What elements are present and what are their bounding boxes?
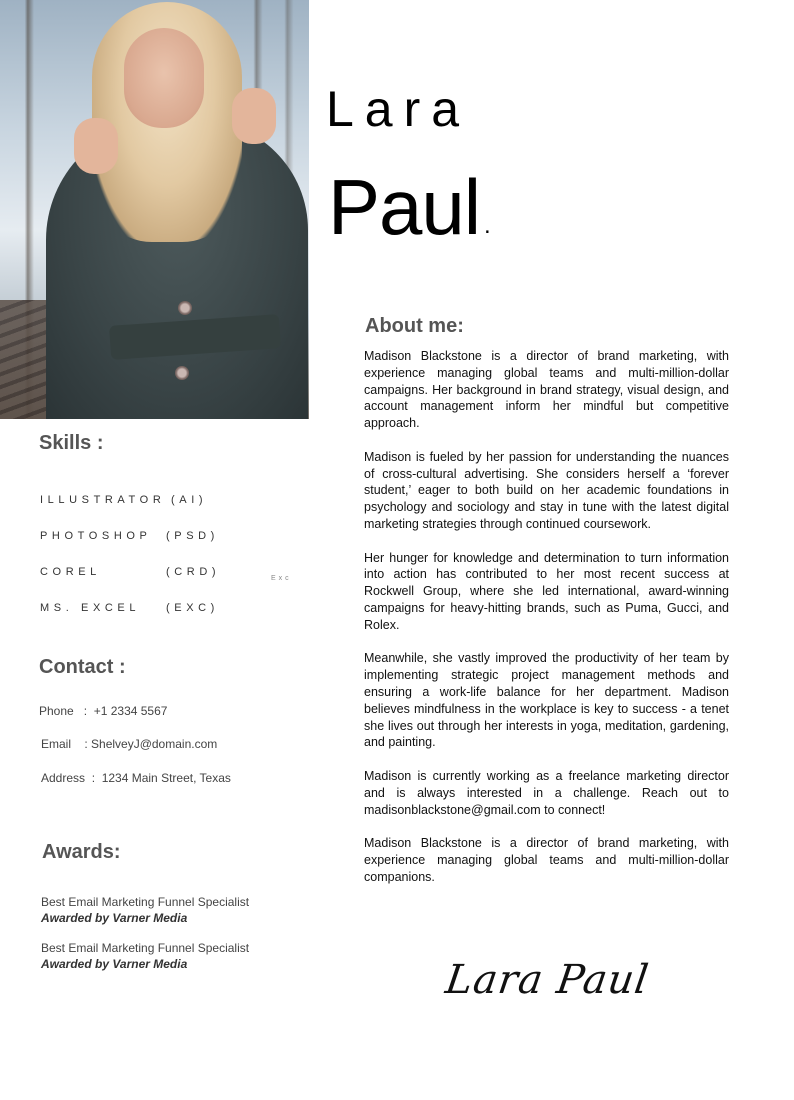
about-paragraph: Meanwhile, she vastly improved the productivity of her team by implementing strategic project management methods and ensuring a work-life balance for her department. Madison believes mindfulness in the workplace is key to success - a tenet she lives out through her interests in yoga, meditation, gardening, and painting.	[364, 651, 729, 750]
about-paragraph: Her hunger for knowledge and determination to turn information into action has contributed to her most recent success at Rockwell Group, where she led international, award-winning campaigns for heavy-hitting brands, such as Puma, Gucci, and Rolex.	[364, 550, 729, 632]
skills-heading: Skills :	[39, 432, 104, 454]
stray-text: Exc	[271, 575, 292, 582]
skill-name: MS. EXCEL	[40, 602, 141, 614]
contact-heading: Contact :	[39, 656, 126, 678]
skill-code: (CRD)	[166, 566, 221, 578]
skill-name: COREL	[40, 566, 101, 578]
name-last: Paul	[328, 163, 481, 251]
skill-code: (PSD)	[166, 530, 219, 542]
about-paragraph: Madison is currently working as a freelance marketing director and is always interested in a challenge. Reach out to madisonblackstone@gmail.com to connect!	[364, 768, 729, 817]
contact-address: Address : 1234 Main Street, Texas	[41, 771, 231, 785]
about-paragraph: Madison Blackstone is a director of brand marketing, with experience managing global teams and multi-million-dollar campaigns. Her background in brand strategy, visual design, and account management inform her mindful but competitive approach.	[364, 349, 729, 431]
skill-name: ILLUSTRATOR	[40, 494, 166, 506]
award-title: Best Email Marketing Funnel Specialist	[41, 895, 250, 909]
profile-photo	[0, 0, 309, 419]
skill-name: PHOTOSHOP	[40, 530, 152, 542]
award-issuer: Awarded by Varner Media	[41, 911, 188, 925]
about-heading: About me:	[365, 315, 464, 337]
awards-heading: Awards:	[42, 841, 121, 863]
about-paragraph: Madison Blackstone is a director of brand marketing, with experience managing global teams and multi-million-dollar companions.	[364, 836, 729, 884]
award-title: Best Email Marketing Funnel Specialist	[41, 941, 250, 955]
about-body	[364, 348, 729, 902]
award-issuer: Awarded by Varner Media	[41, 957, 188, 971]
about-paragraph: Madison is fueled by her passion for understanding the nuances of cross-cultural advertising. She considers herself a ‘forever student,’ eager to both build on her academic foundations in psychology and sociology and stay in tune with the latest digital marketing strategies through continued coursework.	[364, 449, 729, 531]
contact-email: Email : ShelveyJ@domain.com	[41, 737, 218, 751]
contact-phone: Phone : +1 2334 5567	[39, 704, 168, 718]
name-first: Lara	[326, 81, 471, 137]
name-dot: .	[484, 212, 491, 239]
signature: Lara Paul	[442, 957, 652, 1003]
skill-code: (AI)	[171, 494, 208, 506]
skill-code: (EXC)	[166, 602, 219, 614]
